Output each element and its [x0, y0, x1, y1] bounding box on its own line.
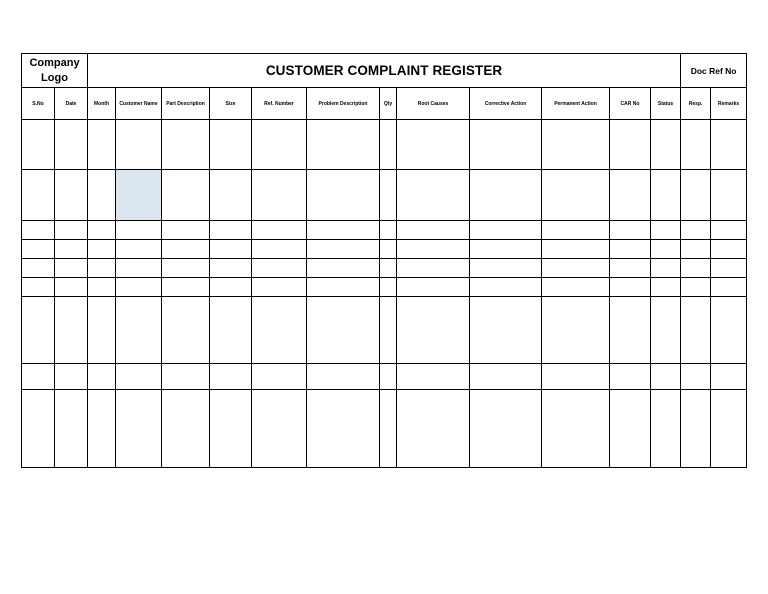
cell-sno[interactable]	[22, 297, 55, 364]
cell-resp[interactable]	[681, 221, 711, 240]
column-header-month: Month	[88, 88, 116, 120]
cell-resp[interactable]	[681, 364, 711, 390]
cell-problem-description[interactable]	[307, 221, 380, 240]
cell-root-causes[interactable]	[397, 221, 470, 240]
cell-date[interactable]	[55, 364, 88, 390]
cell-permanent-action[interactable]	[542, 259, 610, 278]
cell-customer-name[interactable]	[116, 221, 162, 240]
title-row	[22, 54, 747, 88]
cell-resp[interactable]	[681, 240, 711, 259]
cell-corrective-action[interactable]	[470, 240, 542, 259]
cell-corrective-action[interactable]	[470, 390, 542, 468]
cell-ref-number[interactable]	[252, 390, 307, 468]
column-header-date: Date	[55, 88, 88, 120]
cell-car-no[interactable]	[610, 170, 651, 221]
cell-remarks[interactable]	[711, 390, 747, 468]
cell-status[interactable]	[651, 297, 681, 364]
doc-ref-no: Doc Ref No	[681, 54, 747, 88]
cell-size[interactable]	[210, 364, 252, 390]
cell-remarks[interactable]	[711, 240, 747, 259]
cell-remarks[interactable]	[711, 221, 747, 240]
cell-qty[interactable]	[380, 390, 397, 468]
cell-customer-name[interactable]	[116, 120, 162, 170]
column-header-size: Size	[210, 88, 252, 120]
table-row	[22, 120, 747, 170]
cell-qty[interactable]	[380, 259, 397, 278]
cell-customer-name[interactable]	[116, 278, 162, 297]
cell-problem-description[interactable]	[307, 278, 380, 297]
cell-date[interactable]	[55, 259, 88, 278]
cell-car-no[interactable]	[610, 278, 651, 297]
cell-car-no[interactable]	[610, 390, 651, 468]
cell-ref-number[interactable]	[252, 297, 307, 364]
cell-sno[interactable]	[22, 364, 55, 390]
cell-corrective-action[interactable]	[470, 278, 542, 297]
cell-corrective-action[interactable]	[470, 364, 542, 390]
cell-status[interactable]	[651, 259, 681, 278]
cell-qty[interactable]	[380, 297, 397, 364]
cell-car-no[interactable]	[610, 364, 651, 390]
column-header-permanent-action: Permanent Action	[542, 88, 610, 120]
cell-part-description[interactable]	[162, 297, 210, 364]
cell-size[interactable]	[210, 120, 252, 170]
column-header-ref-number: Ref. Number	[252, 88, 307, 120]
table-row	[22, 297, 747, 364]
cell-car-no[interactable]	[610, 120, 651, 170]
column-header-resp: Resp.	[681, 88, 711, 120]
cell-permanent-action[interactable]	[542, 364, 610, 390]
cell-month[interactable]	[88, 240, 116, 259]
table-row	[22, 221, 747, 240]
cell-month[interactable]	[88, 390, 116, 468]
cell-status[interactable]	[651, 240, 681, 259]
cell-permanent-action[interactable]	[542, 240, 610, 259]
cell-sno[interactable]	[22, 278, 55, 297]
cell-customer-name[interactable]	[116, 259, 162, 278]
cell-corrective-action[interactable]	[470, 221, 542, 240]
cell-car-no[interactable]	[610, 240, 651, 259]
cell-date[interactable]	[55, 170, 88, 221]
cell-sno[interactable]	[22, 259, 55, 278]
column-header-qty: Qty	[380, 88, 397, 120]
cell-customer-name[interactable]	[116, 297, 162, 364]
cell-corrective-action[interactable]	[470, 170, 542, 221]
cell-corrective-action[interactable]	[470, 297, 542, 364]
cell-root-causes[interactable]	[397, 259, 470, 278]
cell-resp[interactable]	[681, 120, 711, 170]
cell-problem-description[interactable]	[307, 364, 380, 390]
cell-sno[interactable]	[22, 170, 55, 221]
cell-status[interactable]	[651, 221, 681, 240]
cell-resp[interactable]	[681, 297, 711, 364]
column-header-row	[22, 88, 747, 120]
cell-status[interactable]	[651, 364, 681, 390]
cell-root-causes[interactable]	[397, 278, 470, 297]
cell-part-description[interactable]	[162, 278, 210, 297]
cell-root-causes[interactable]	[397, 364, 470, 390]
cell-size[interactable]	[210, 278, 252, 297]
cell-root-causes[interactable]	[397, 120, 470, 170]
column-header-problem-description: Problem Description	[307, 88, 380, 120]
table-row	[22, 259, 747, 278]
cell-month[interactable]	[88, 278, 116, 297]
cell-problem-description[interactable]	[307, 297, 380, 364]
cell-size[interactable]	[210, 221, 252, 240]
cell-month[interactable]	[88, 297, 116, 364]
cell-date[interactable]	[55, 120, 88, 170]
column-header-corrective-action: Corrective Action	[470, 88, 542, 120]
table-row	[22, 240, 747, 259]
cell-car-no[interactable]	[610, 297, 651, 364]
cell-remarks[interactable]	[711, 259, 747, 278]
cell-part-description[interactable]	[162, 221, 210, 240]
cell-qty[interactable]	[380, 278, 397, 297]
cell-part-description[interactable]	[162, 240, 210, 259]
table-row	[22, 170, 747, 221]
column-header-sno: S.No	[22, 88, 55, 120]
column-header-remarks: Remarks	[711, 88, 747, 120]
cell-part-description[interactable]	[162, 170, 210, 221]
cell-permanent-action[interactable]	[542, 170, 610, 221]
cell-problem-description[interactable]	[307, 259, 380, 278]
column-header-root-causes: Root Causes	[397, 88, 470, 120]
cell-remarks[interactable]	[711, 297, 747, 364]
column-header-part-description: Part Description	[162, 88, 210, 120]
cell-ref-number[interactable]	[252, 170, 307, 221]
cell-remarks[interactable]	[711, 278, 747, 297]
cell-customer-name[interactable]	[116, 390, 162, 468]
complaint-register-sheet	[21, 53, 746, 461]
cell-permanent-action[interactable]	[542, 297, 610, 364]
cell-date[interactable]	[55, 278, 88, 297]
cell-size[interactable]	[210, 259, 252, 278]
cell-permanent-action[interactable]	[542, 390, 610, 468]
column-header-customer-name: Customer Name	[116, 88, 162, 120]
cell-ref-number[interactable]	[252, 120, 307, 170]
table-row	[22, 390, 747, 468]
cell-root-causes[interactable]	[397, 297, 470, 364]
cell-root-causes[interactable]	[397, 170, 470, 221]
cell-corrective-action[interactable]	[470, 120, 542, 170]
cell-part-description[interactable]	[162, 259, 210, 278]
cell-remarks[interactable]	[711, 364, 747, 390]
cell-permanent-action[interactable]	[542, 120, 610, 170]
page-title: CUSTOMER COMPLAINT REGISTER	[88, 54, 681, 88]
cell-remarks[interactable]	[711, 120, 747, 170]
cell-ref-number[interactable]	[252, 221, 307, 240]
cell-part-description[interactable]	[162, 390, 210, 468]
cell-date[interactable]	[55, 297, 88, 364]
table-row	[22, 364, 747, 390]
cell-sno[interactable]	[22, 221, 55, 240]
complaint-register-table	[21, 53, 747, 468]
cell-date[interactable]	[55, 390, 88, 468]
cell-status[interactable]	[651, 120, 681, 170]
cell-date[interactable]	[55, 240, 88, 259]
cell-month[interactable]	[88, 221, 116, 240]
cell-resp[interactable]	[681, 390, 711, 468]
cell-month[interactable]	[88, 120, 116, 170]
cell-resp[interactable]	[681, 278, 711, 297]
cell-problem-description[interactable]	[307, 390, 380, 468]
cell-qty[interactable]	[380, 120, 397, 170]
cell-resp[interactable]	[681, 170, 711, 221]
cell-qty[interactable]	[380, 364, 397, 390]
cell-permanent-action[interactable]	[542, 221, 610, 240]
company-logo: Company Logo	[22, 54, 88, 88]
column-header-car-no: CAR No	[610, 88, 651, 120]
cell-size[interactable]	[210, 240, 252, 259]
cell-part-description[interactable]	[162, 120, 210, 170]
cell-customer-name[interactable]	[116, 364, 162, 390]
cell-ref-number[interactable]	[252, 259, 307, 278]
cell-corrective-action[interactable]	[470, 259, 542, 278]
cell-qty[interactable]	[380, 221, 397, 240]
cell-ref-number[interactable]	[252, 364, 307, 390]
cell-ref-number[interactable]	[252, 278, 307, 297]
cell-month[interactable]	[88, 259, 116, 278]
cell-resp[interactable]	[681, 259, 711, 278]
cell-size[interactable]	[210, 297, 252, 364]
cell-qty[interactable]	[380, 240, 397, 259]
cell-remarks[interactable]	[711, 170, 747, 221]
cell-problem-description[interactable]	[307, 120, 380, 170]
cell-problem-description[interactable]	[307, 170, 380, 221]
cell-qty[interactable]	[380, 170, 397, 221]
cell-problem-description[interactable]	[307, 240, 380, 259]
column-header-status: Status	[651, 88, 681, 120]
cell-sno[interactable]	[22, 240, 55, 259]
cell-root-causes[interactable]	[397, 390, 470, 468]
cell-month[interactable]	[88, 170, 116, 221]
cell-size[interactable]	[210, 170, 252, 221]
selected-cell-customer-name[interactable]	[116, 170, 162, 221]
table-row	[22, 278, 747, 297]
cell-sno[interactable]	[22, 120, 55, 170]
cell-car-no[interactable]	[610, 259, 651, 278]
cell-size[interactable]	[210, 390, 252, 468]
cell-root-causes[interactable]	[397, 240, 470, 259]
cell-status[interactable]	[651, 278, 681, 297]
cell-part-description[interactable]	[162, 364, 210, 390]
cell-customer-name[interactable]	[116, 240, 162, 259]
cell-month[interactable]	[88, 364, 116, 390]
cell-sno[interactable]	[22, 390, 55, 468]
cell-status[interactable]	[651, 390, 681, 468]
cell-ref-number[interactable]	[252, 240, 307, 259]
cell-date[interactable]	[55, 221, 88, 240]
cell-permanent-action[interactable]	[542, 278, 610, 297]
cell-status[interactable]	[651, 170, 681, 221]
cell-car-no[interactable]	[610, 221, 651, 240]
